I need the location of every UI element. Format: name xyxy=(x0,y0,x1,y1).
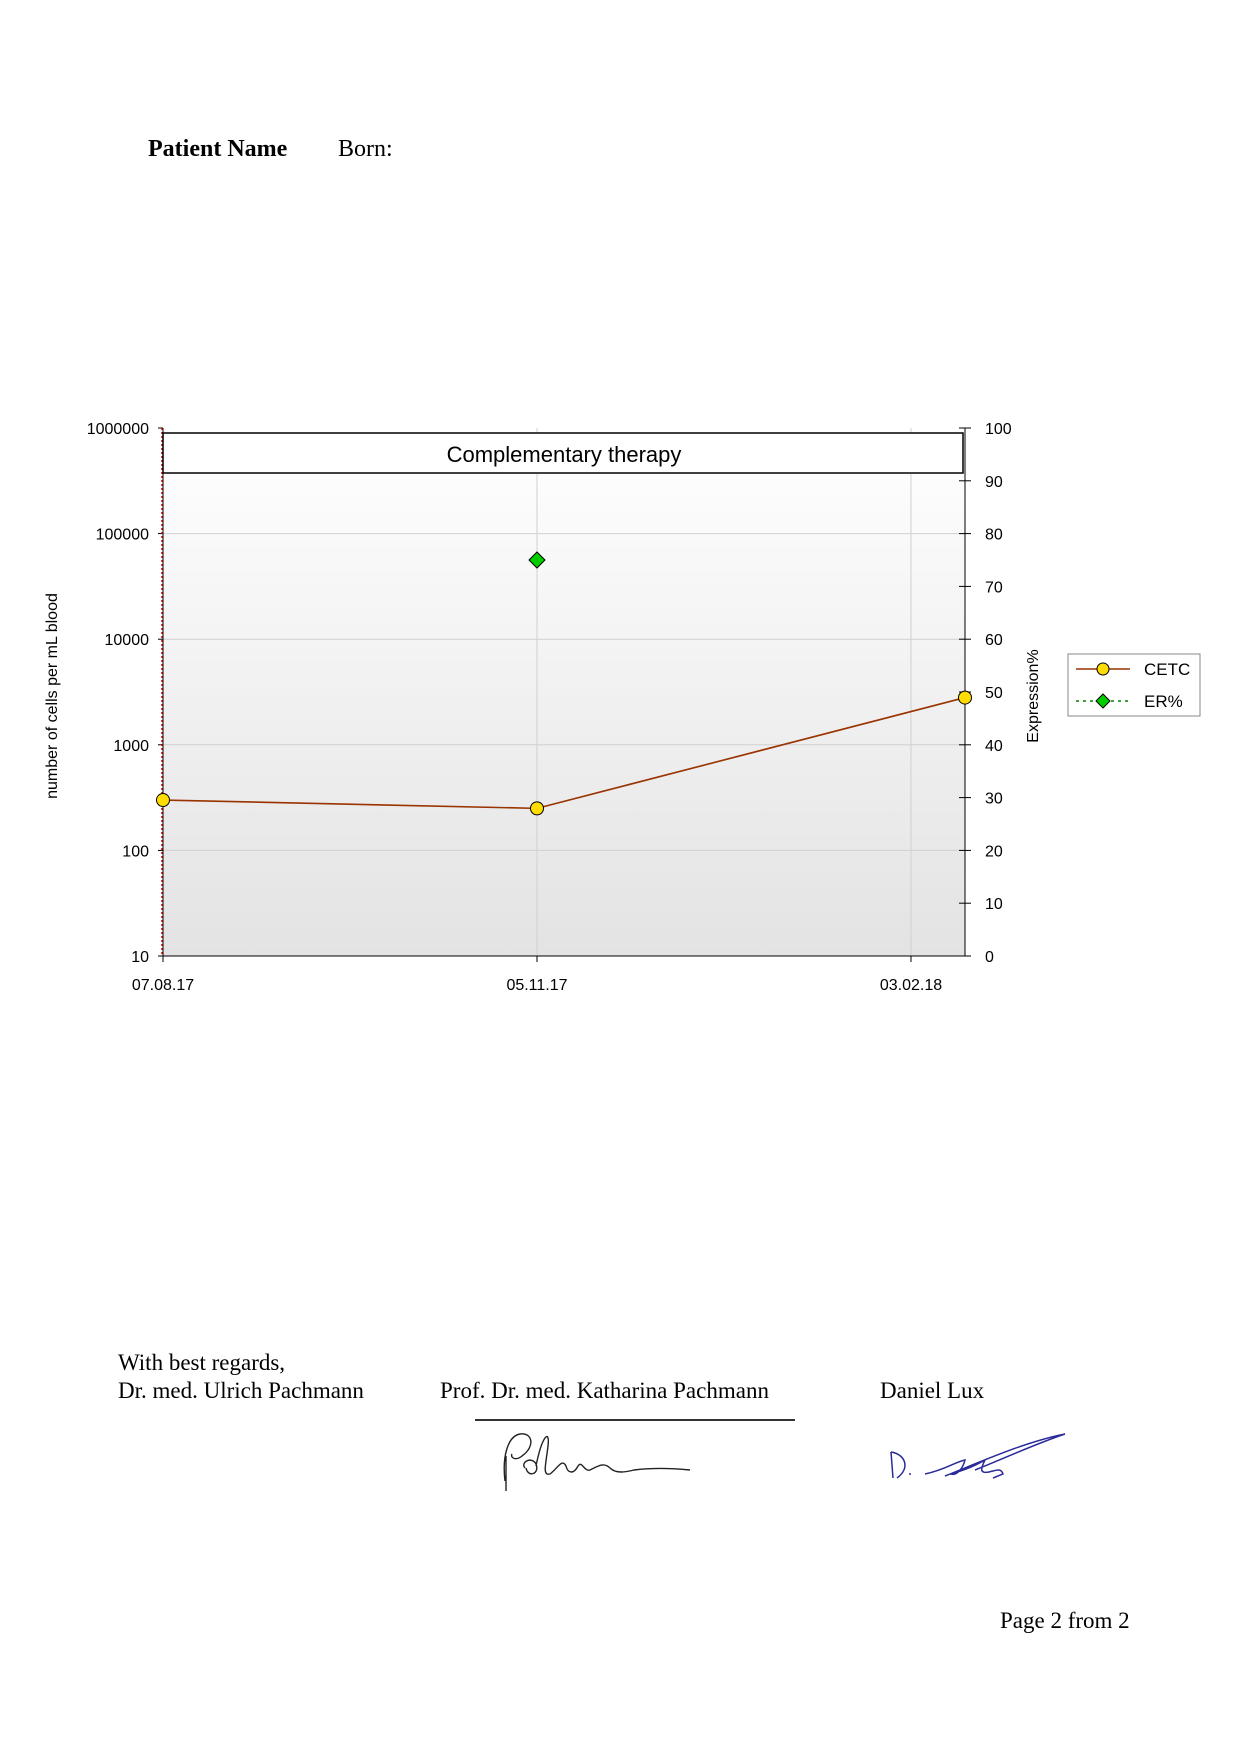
x-tick-label: 03.02.18 xyxy=(879,977,943,994)
y2-tick-label: 20 xyxy=(985,843,1003,861)
plot-area xyxy=(163,428,965,956)
chart-title: Complementary therapy xyxy=(446,442,682,467)
closing-text: With best regards, xyxy=(118,1350,286,1375)
signer-daniel-lux: Daniel Lux xyxy=(880,1378,985,1403)
y-tick-label: 100 xyxy=(122,843,149,861)
signer-katharina-pachmann: Prof. Dr. med. Katharina Pachmann xyxy=(440,1378,769,1403)
legend xyxy=(1068,654,1200,716)
data-point-cetc xyxy=(530,802,543,815)
y2-axis-label: Expression% xyxy=(1025,649,1042,743)
legend-er-label: ER% xyxy=(1144,692,1183,711)
y2-tick-label: 60 xyxy=(985,632,1003,650)
x-tick-label: 05.11.17 xyxy=(506,977,568,994)
y-tick-label: 100000 xyxy=(95,526,149,544)
patient-name-label: Patient Name xyxy=(148,136,288,162)
y-axis-label: number of cells per mL blood xyxy=(44,593,61,799)
chart-title-box xyxy=(163,433,963,473)
y2-tick-label: 40 xyxy=(985,737,1003,755)
y2-tick-label: 30 xyxy=(985,790,1003,808)
y-tick-label: 1000000 xyxy=(86,421,149,438)
y2-tick-label: 50 xyxy=(985,685,1003,702)
y2-tick-label: 100 xyxy=(985,421,1012,438)
legend-cetc-label: CETC xyxy=(1144,660,1191,679)
signature-daniel-lux xyxy=(885,1430,1085,1500)
data-point-cetc xyxy=(157,794,170,807)
y2-tick-label: 10 xyxy=(985,896,1003,914)
page-number: Page 2 from 2 xyxy=(1000,1608,1130,1633)
y2-tick-label: 80 xyxy=(985,526,1003,544)
x-tick-label: 07.08.17 xyxy=(131,977,195,994)
y2-tick-label: 90 xyxy=(985,473,1003,491)
data-point-cetc xyxy=(959,691,972,704)
y2-tick-label: 70 xyxy=(985,579,1003,597)
born-label: Born: xyxy=(338,136,393,162)
signer-ulrich-pachmann: Dr. med. Ulrich Pachmann xyxy=(118,1378,364,1403)
legend-cetc-marker xyxy=(1097,663,1109,675)
y-tick-label: 10000 xyxy=(104,632,149,650)
y-tick-label: 10 xyxy=(131,949,149,966)
signature-katharina-pachmann xyxy=(470,1416,800,1506)
y2-tick-label: 0 xyxy=(985,949,994,966)
y-tick-label: 1000 xyxy=(113,737,149,755)
